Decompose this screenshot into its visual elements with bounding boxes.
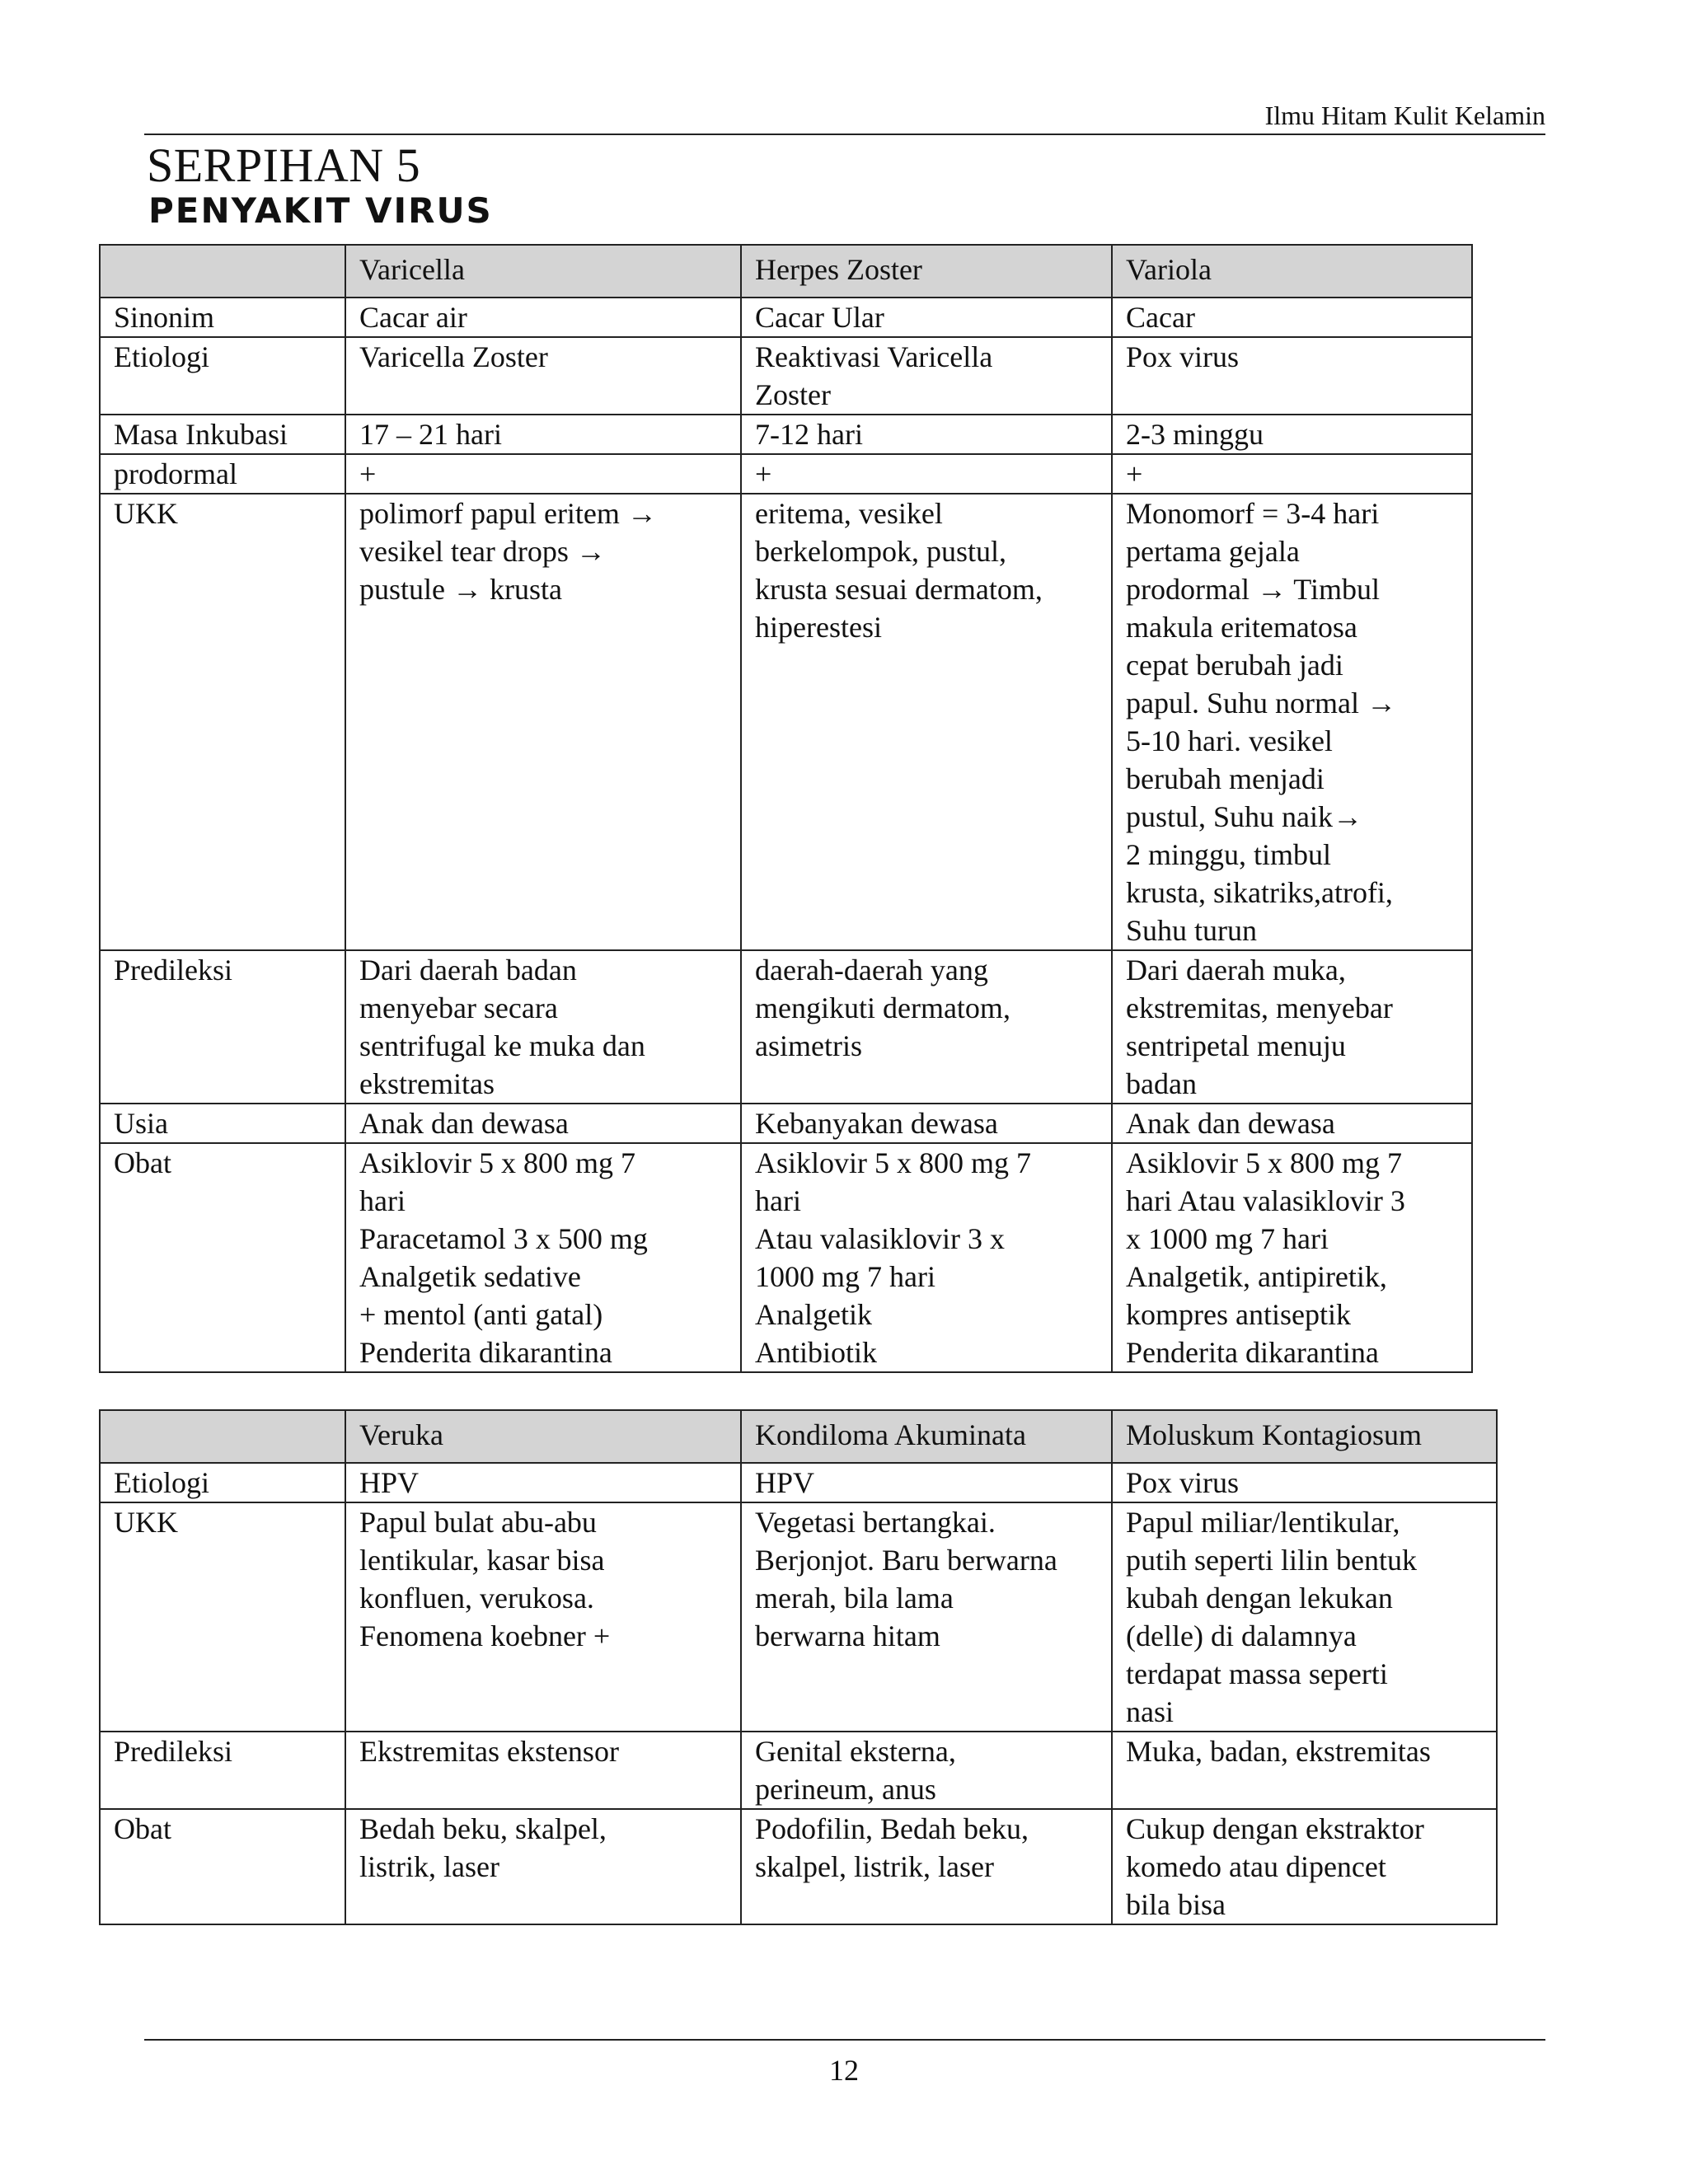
table-cell [1112,950,1472,1104]
cell-text-line: hiperestesi [755,611,882,644]
table-cell [345,1104,741,1143]
cell-text-line: Anak dan dewasa [359,1107,569,1140]
table-cell [741,1732,1112,1809]
table-row [100,1502,1497,1732]
cell-text-line: mengikuti dermatom, [755,991,1010,1024]
table-cell [741,337,1112,415]
cell-text-line: terdapat massa seperti [1126,1657,1388,1690]
cell-text-line: Genital eksterna, [755,1735,956,1768]
table-header-row [100,1410,1497,1463]
table-cell [741,1143,1112,1372]
cell-text-line: Cukup dengan ekstraktor [1126,1812,1424,1845]
cell-text-line: konfluen, verukosa. [359,1582,594,1615]
cell-text-line: + mentol (anti gatal) [359,1298,603,1331]
cell-text-line: hari Atau valasiklovir 3 [1126,1184,1405,1217]
table-cell [741,415,1112,454]
table-cell [345,454,741,494]
cell-text-line: Analgetik sedative [359,1260,581,1293]
cell-text-line: vesikel tear drops → [359,535,606,568]
row-label: Etiologi [100,337,345,415]
table-cell [1112,1104,1472,1143]
table-row [100,454,1472,494]
cell-text-line: Reaktivasi Varicella [755,340,993,373]
cell-text-line: Cacar Ular [755,301,884,334]
table-cell [1112,454,1472,494]
cell-text-line: (delle) di dalamnya [1126,1619,1357,1652]
table-row [100,415,1472,454]
header-cell: Herpes Zoster [741,245,1112,298]
cell-text-line: + [359,457,377,490]
row-label: Predileksi [100,950,345,1104]
cell-text-line: Atau valasiklovir 3 x [755,1222,1005,1255]
cell-text-line: Papul miliar/lentikular, [1126,1506,1400,1539]
cell-text-line: sentripetal menuju [1126,1029,1346,1062]
cell-text-line: 1000 mg 7 hari [755,1260,935,1293]
table-cell [741,1104,1112,1143]
cell-text-line: cepat berubah jadi [1126,649,1343,682]
table-cell [1112,1463,1497,1502]
cell-text-line: Podofilin, Bedah beku, [755,1812,1029,1845]
cell-text-line: 7-12 hari [755,418,863,451]
cell-text-line: kubah dengan lekukan [1126,1582,1393,1615]
cell-text-line: Muka, badan, ekstremitas [1126,1735,1431,1768]
cell-text-line: nasi [1126,1695,1174,1728]
cell-text-line: listrik, laser [359,1850,499,1883]
cell-text-line: Antibiotik [755,1336,878,1369]
cell-text-line: Paracetamol 3 x 500 mg [359,1222,648,1255]
table-cell [1112,494,1472,950]
cell-text-line: + [1126,457,1143,490]
table-cell [1112,1502,1497,1732]
table-cell [345,494,741,950]
row-label: Etiologi [100,1463,345,1502]
table-cell [345,415,741,454]
cell-text-line: krusta, sikatriks,atrofi, [1126,876,1393,909]
table-cell [345,1502,741,1732]
row-label: prodormal [100,454,345,494]
table-cell [741,298,1112,337]
table-cell [1112,337,1472,415]
cell-text-line: lentikular, kasar bisa [359,1544,605,1577]
cell-text-line: Papul bulat abu-abu [359,1506,597,1539]
cell-text-line: 2-3 minggu [1126,418,1264,451]
cell-text-line: HPV [755,1466,815,1499]
cell-text-line: Cacar [1126,301,1195,334]
running-header: Ilmu Hitam Kulit Kelamin [1264,101,1545,130]
header-cell: Varicella [345,245,741,298]
cell-text-line: 5-10 hari. vesikel [1126,724,1333,757]
chapter-subtitle: PENYAKIT VIRUS [148,190,493,231]
cell-text-line: Asiklovir 5 x 800 mg 7 [359,1146,636,1179]
table-cell [1112,298,1472,337]
cell-text-line: + [755,457,772,490]
table-row [100,1732,1497,1809]
cell-text-line: Varicella Zoster [359,340,548,373]
footer-rule [144,2039,1545,2041]
cell-text-line: kompres antiseptik [1126,1298,1351,1331]
cell-text-line: daerah-daerah yang [755,954,988,987]
row-label: UKK [100,494,345,950]
page-number: 12 [829,2054,859,2087]
table-cell [741,1463,1112,1502]
table-cell [345,1463,741,1502]
row-label: Sinonim [100,298,345,337]
cell-text-line: Cacar air [359,301,467,334]
cell-text-line: polimorf papul eritem → [359,497,657,530]
cell-text-line: Zoster [755,378,831,411]
cell-text-line: Ekstremitas ekstensor [359,1735,619,1768]
cell-text-line: Dari daerah badan [359,954,577,987]
header-cell: Variola [1112,245,1472,298]
table-cell [741,494,1112,950]
cell-text-line: Bedah beku, skalpel, [359,1812,607,1845]
chapter-title: SERPIHAN 5 [147,138,421,192]
cell-text-line: eritema, vesikel [755,497,943,530]
cell-text-line: makula eritematosa [1126,611,1357,644]
table-row [100,337,1472,415]
table-cell [345,1143,741,1372]
cell-text-line: perineum, anus [755,1773,936,1806]
cell-text-line: Berjonjot. Baru berwarna [755,1544,1057,1577]
cell-text-line: x 1000 mg 7 hari [1126,1222,1329,1255]
cell-text-line: Dari daerah muka, [1126,954,1346,987]
cell-text-line: Pox virus [1126,340,1240,373]
header-cell: Veruka [345,1410,741,1463]
cell-text-line: berubah menjadi [1126,762,1325,795]
cell-text-line: Pox virus [1126,1466,1240,1499]
cell-text-line: badan [1126,1067,1197,1100]
cell-text-line: pertama gejala [1126,535,1300,568]
row-label: Usia [100,1104,345,1143]
table-cell [741,1502,1112,1732]
header-rule [144,134,1545,135]
cell-text-line: HPV [359,1466,420,1499]
table-row [100,298,1472,337]
header-cell [100,1410,345,1463]
cell-text-line: Analgetik, antipiretik, [1126,1260,1387,1293]
cell-text-line: ekstremitas, menyebar [1126,991,1393,1024]
cell-text-line: Kebanyakan dewasa [755,1107,998,1140]
table-row [100,1809,1497,1924]
virus-table-2 [99,1409,1498,1925]
cell-text-line: merah, bila lama [755,1582,954,1615]
cell-text-line: prodormal → Timbul [1126,573,1381,606]
cell-text-line: hari [755,1184,801,1217]
table-cell [741,454,1112,494]
row-label: Obat [100,1143,345,1372]
table-cell [1112,1143,1472,1372]
cell-text-line: hari [359,1184,406,1217]
cell-text-line: berwarna hitam [755,1619,940,1652]
table-header-row [100,245,1472,298]
table-cell [345,298,741,337]
header-cell: Kondiloma Akuminata [741,1410,1112,1463]
header-cell [100,245,345,298]
cell-text-line: 2 minggu, timbul [1126,838,1332,871]
table-cell [345,950,741,1104]
cell-text-line: krusta sesuai dermatom, [755,573,1043,606]
table-cell [1112,415,1472,454]
cell-text-line: Monomorf = 3-4 hari [1126,497,1380,530]
cell-text-line: putih seperti lilin bentuk [1126,1544,1417,1577]
cell-text-line: 17 – 21 hari [359,418,502,451]
cell-text-line: berkelompok, pustul, [755,535,1006,568]
cell-text-line: ekstremitas [359,1067,495,1100]
cell-text-line: bila bisa [1126,1888,1226,1921]
table-cell [741,1809,1112,1924]
row-label: Masa Inkubasi [100,415,345,454]
cell-text-line: papul. Suhu normal → [1126,687,1396,719]
cell-text-line: menyebar secara [359,991,558,1024]
table-row [100,494,1472,950]
table-cell [741,950,1112,1104]
cell-text-line: sentrifugal ke muka dan [359,1029,645,1062]
cell-text-line: komedo atau dipencet [1126,1850,1386,1883]
cell-text-line: Suhu turun [1126,914,1258,947]
cell-text-line: Penderita dikarantina [1126,1336,1379,1369]
table-row [100,1463,1497,1502]
cell-text-line: asimetris [755,1029,862,1062]
cell-text-line: Asiklovir 5 x 800 mg 7 [755,1146,1032,1179]
cell-text-line: Penderita dikarantina [359,1336,612,1369]
cell-text-line: pustul, Suhu naik→ [1126,800,1363,833]
table-cell [345,1732,741,1809]
table-cell [345,1809,741,1924]
cell-text-line: pustule → krusta [359,573,562,606]
cell-text-line: Asiklovir 5 x 800 mg 7 [1126,1146,1403,1179]
table-cell [1112,1809,1497,1924]
table-cell [345,337,741,415]
header-cell: Moluskum Kontagiosum [1112,1410,1497,1463]
virus-table-1 [99,244,1473,1373]
row-label: Obat [100,1809,345,1924]
table-cell [1112,1732,1497,1809]
row-label: UKK [100,1502,345,1732]
table-row [100,1104,1472,1143]
cell-text-line: skalpel, listrik, laser [755,1850,994,1883]
cell-text-line: Fenomena koebner + [359,1619,611,1652]
cell-text-line: Vegetasi bertangkai. [755,1506,996,1539]
table-row [100,1143,1472,1372]
row-label: Predileksi [100,1732,345,1809]
cell-text-line: Anak dan dewasa [1126,1107,1335,1140]
table-row [100,950,1472,1104]
cell-text-line: Analgetik [755,1298,872,1331]
